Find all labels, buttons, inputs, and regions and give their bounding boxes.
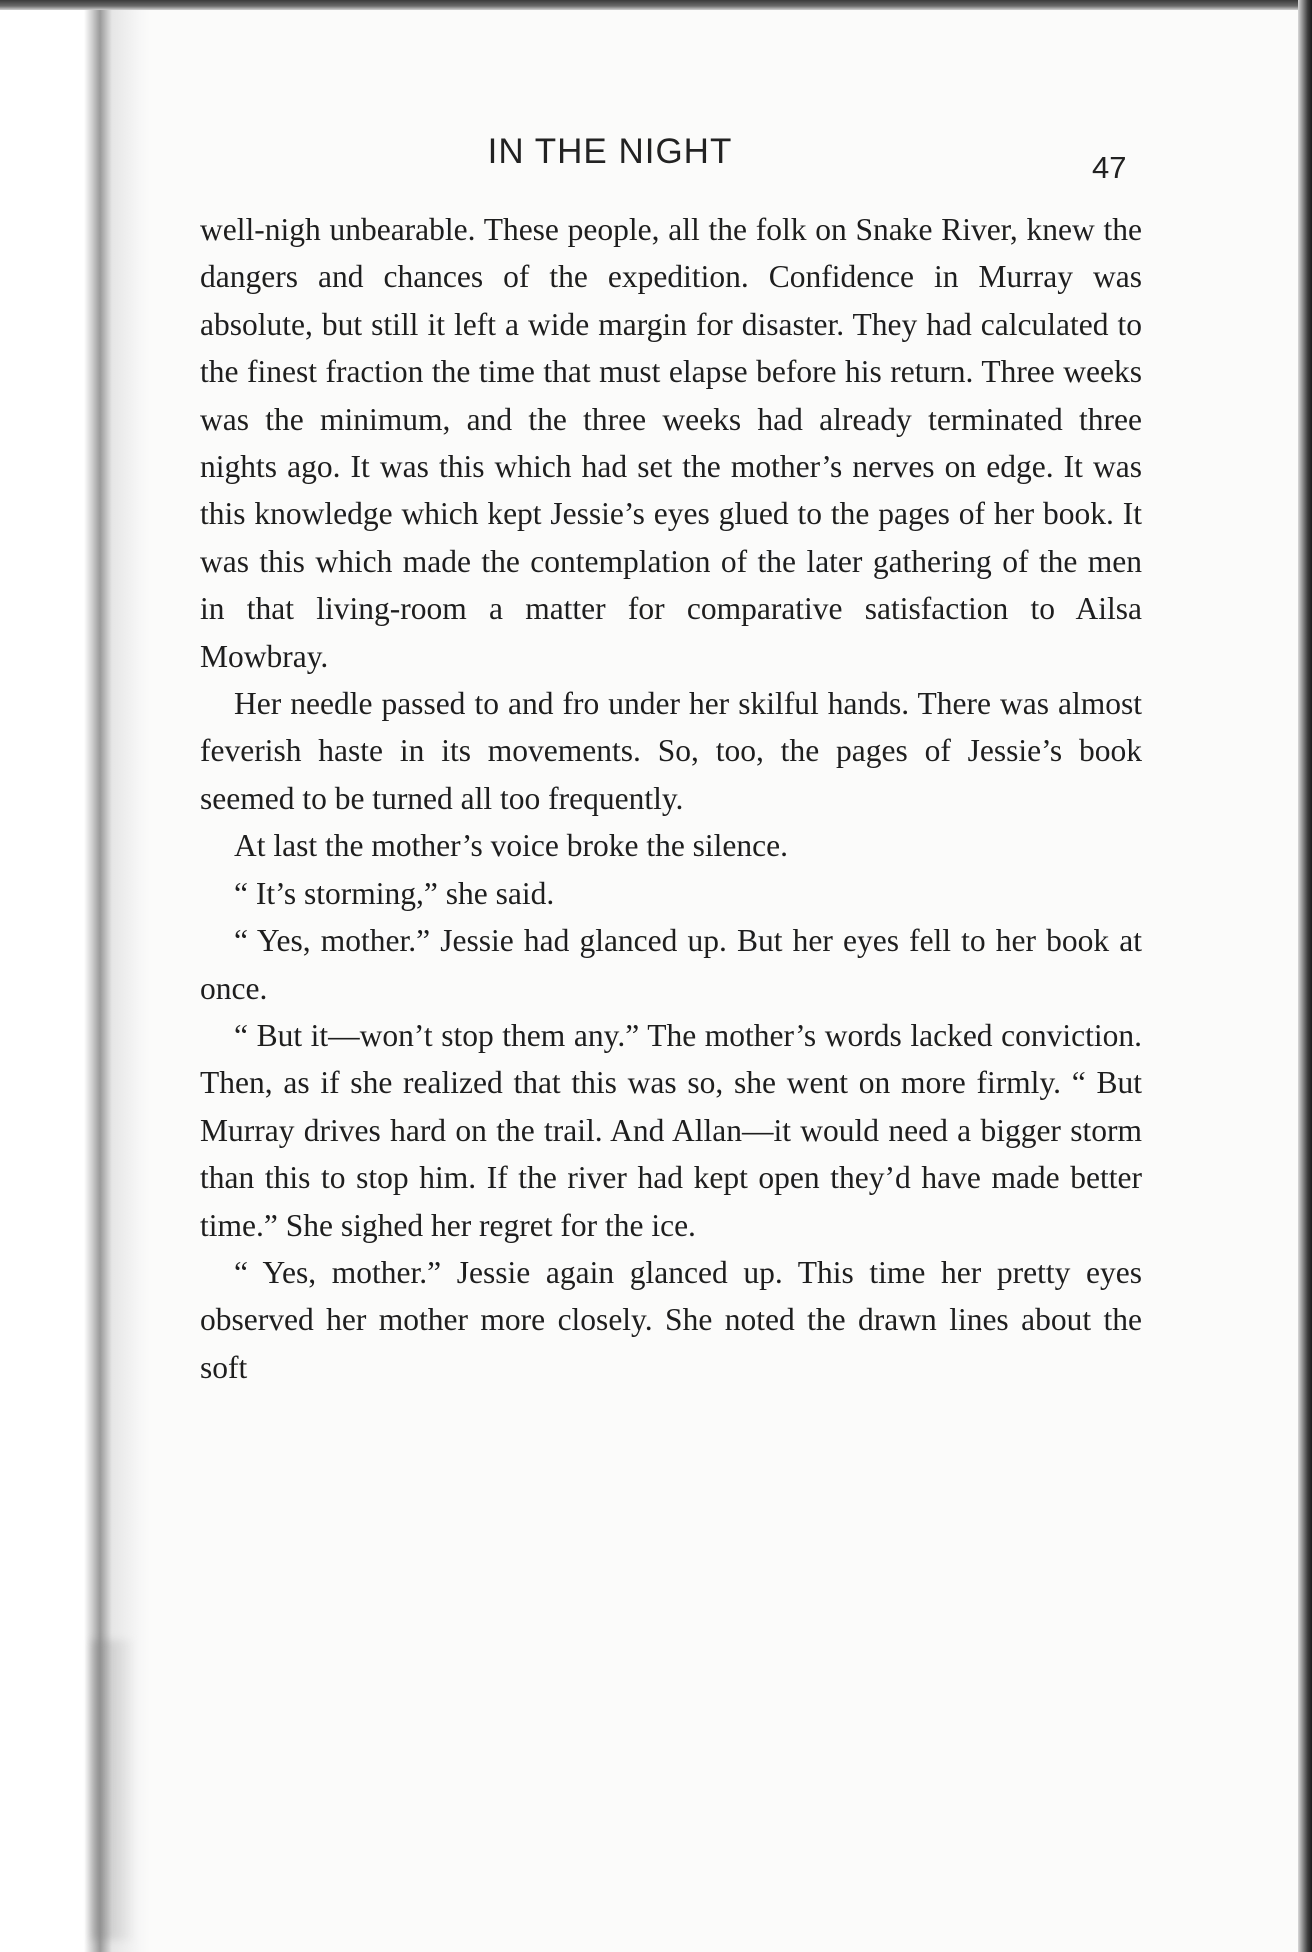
running-title: IN THE NIGHT [487, 132, 733, 171]
paragraph: “ Yes, mother.” Jessie had glanced up. But her eyes fell to her book at once. [200, 923, 1142, 1006]
paragraph: “ But it—won’t stop them any.” The mother’s words lacked conviction. Then, as if she realized that this was so, she went on more firmly. “ But Murray drives hard on the trail. And Allan—it would need a bigger storm than this to stop him. If the river had kept open they’d have made better time.” She sighed her regret for the ice. [200, 1017, 1142, 1243]
paragraph: At last the mother’s voice broke the silence. [234, 828, 789, 864]
top-page-edge [0, 0, 1312, 10]
body-text [200, 206, 1142, 1391]
paragraph-continued: well-nigh unbearable. These people, all the folk on Snake River, knew the dangers and chances of the expedition. Confidence in Murray was absolute, but still it left a wide margin for disaster. They had calculated to the finest fraction the time that must elapse before his return. Three weeks was the minimum, and the three weeks had already terminated three nights ago. It was this which had set the mother’s nerves on edge. It was this knowledge which kept Jessie’s eyes glued to the pages of her book. It was this which made the contemplation of the later gathering of the men in that living-room a matter for comparative satisfaction to Ailsa Mowbray. [200, 212, 1142, 674]
right-page-edge [1298, 0, 1312, 1952]
paragraph: “ Yes, mother.” Jessie again glanced up. This time her pretty eyes observed her mother more closely. She noted the drawn lines about the soft [200, 1254, 1142, 1385]
paragraph: “ It’s storming,” she said. [234, 875, 555, 911]
paragraph: Her needle passed to and fro under her skilful hands. There was almost feverish haste in its movements. So, too, the pages of Jessie’s book seemed to be turned all too frequently. [200, 686, 1142, 816]
page-number: 47 [1092, 150, 1127, 185]
running-head [150, 132, 1160, 185]
gutter-shadow [92, 1640, 132, 1940]
book-page [150, 120, 1160, 1900]
